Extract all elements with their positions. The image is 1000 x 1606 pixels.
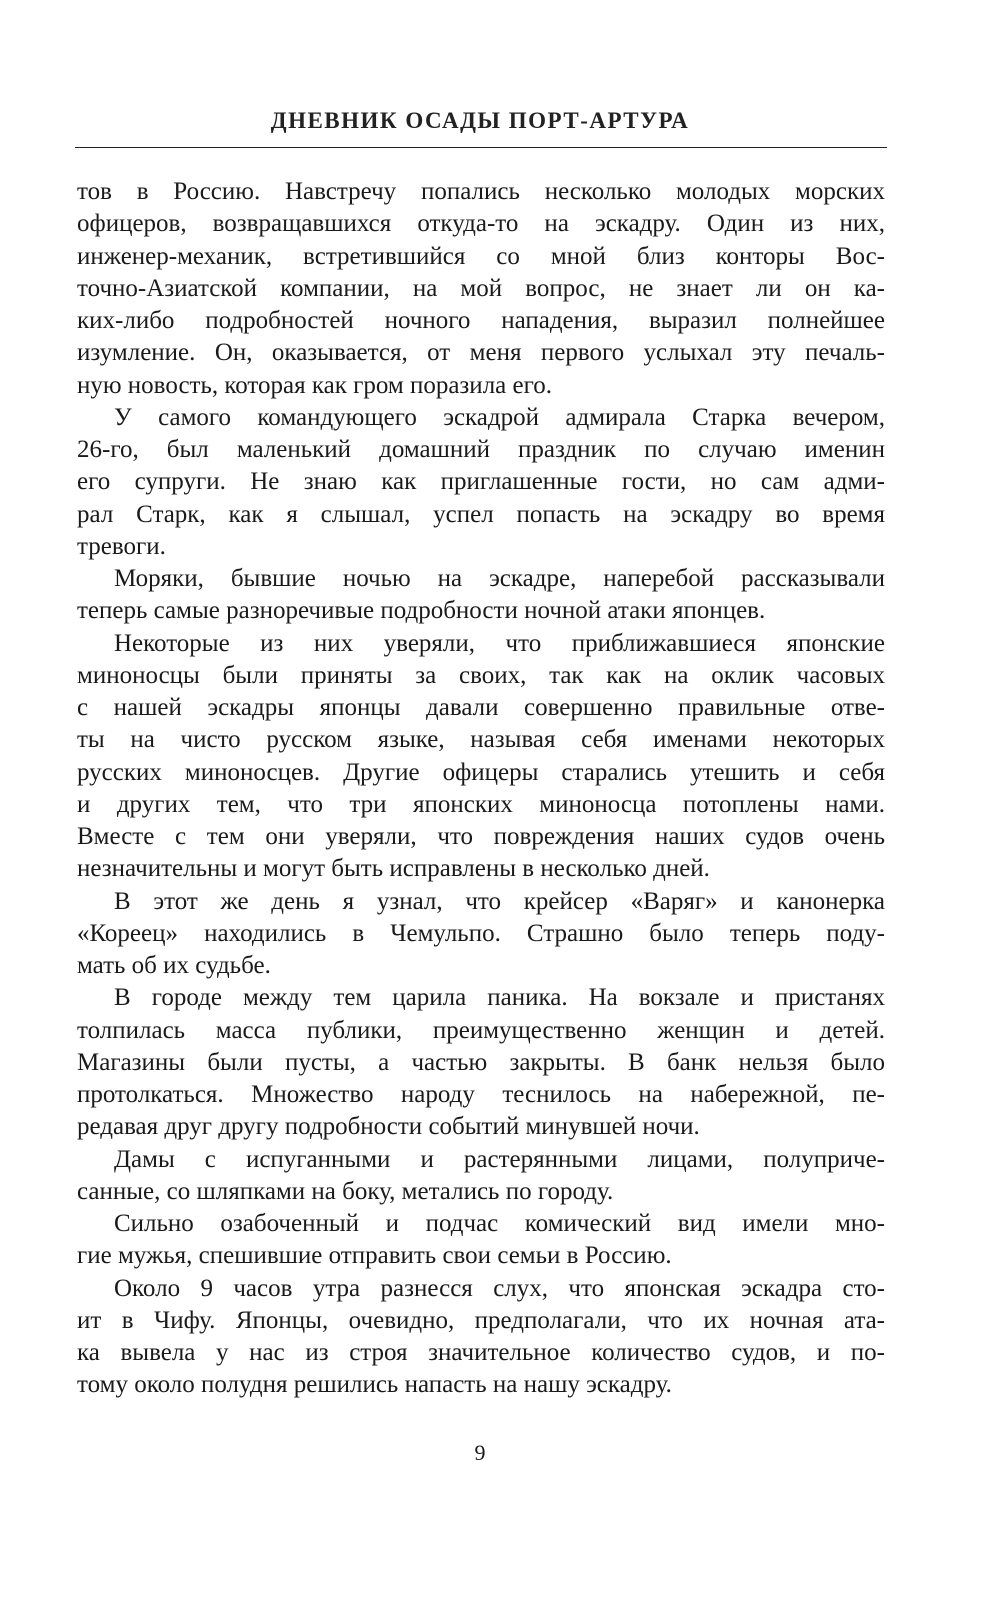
text-line: Сильно озабоченный и подчас комический вид имели мно-: [114, 1210, 885, 1237]
text-line: 26-го, был маленький домашний праздник по случаю именин: [77, 436, 885, 463]
text-line: теперь самые разноречивые подробности ночной атаки японцев.: [77, 597, 766, 625]
page-number: 9: [474, 1440, 486, 1465]
paragraph: [77, 1208, 885, 1273]
text-line: русских миноносцев. Другие офицеры старались утешить и себя: [77, 758, 885, 786]
text-line: с нашей эскадры японцы давали совершенно правильные отве-: [77, 694, 885, 721]
running-title: ДНЕВНИК ОСАДЫ ПОРТ-АРТУРА: [270, 108, 690, 133]
text-line: протолкаться. Множество народу теснилось на набережной, пе-: [77, 1081, 885, 1108]
text-line: рал Старк, как я слышал, успел попасть на эскадру во время: [77, 500, 885, 528]
text-line: инженер-механик, встретившийся со мной близ конторы Вос-: [77, 242, 885, 270]
text-line: Около 9 часов утра разнесся слух, что японская эскадра сто-: [114, 1274, 885, 1302]
text-line: незначительны и могут быть исправлены в несколько дней.: [77, 855, 710, 883]
text-line: «Кореец» находились в Чемульпо. Страшно было теперь поду-: [77, 919, 885, 947]
text-line: Вместе с тем они уверяли, что повреждения наших судов очень: [77, 823, 885, 850]
text-line: мать об их судьбе.: [77, 952, 271, 979]
text-line: офицеров, возвращавшихся откуда-то на эскадру. Один из них,: [77, 210, 885, 238]
text-line: ную новость, которая как гром поразила его.: [77, 371, 552, 399]
text-line: точно-Азиатской компании, на мой вопрос, не знает ли он ка-: [77, 274, 885, 302]
text-line: ких-либо подробностей ночного нападения, выразил полнейшее: [77, 307, 885, 334]
text-line: гие мужья, спешившие отправить свои семьи в Россию.: [77, 1242, 672, 1270]
text-line: Некоторые из них уверяли, что приближавшиеся японские: [114, 629, 885, 657]
paragraph: [77, 1144, 885, 1209]
text-line: В городе между тем царила паника. На вокзале и пристанях: [114, 984, 885, 1012]
text-line: и других тем, что три японских миноносца потоплены нами.: [77, 790, 885, 818]
text-line: санные, со шляпками на боку, метались по городу.: [77, 1177, 614, 1205]
text-line: Моряки, бывшие ночью на эскадре, наперебой рассказывали: [114, 565, 885, 592]
text-line: тому около полудня решились напасть на нашу эскадру.: [77, 1371, 672, 1399]
paragraph: [77, 176, 885, 402]
text-line: миноносцы были приняты за своих, так как на оклик часовых: [77, 661, 885, 689]
text-line: толпилась масса публики, преимущественно женщин и детей.: [77, 1016, 885, 1044]
text-line: ка вывела у нас из строя значительное количество судов, и по-: [77, 1339, 885, 1366]
header-rule: [75, 147, 887, 148]
text-line: Дамы с испуганными и растерянными лицами, полуприче-: [114, 1145, 885, 1173]
text-line: изумление. Он, оказывается, от меня первого услыхал эту печаль-: [77, 339, 885, 367]
paragraph: [77, 402, 885, 563]
text-line: ит в Чифу. Японцы, очевидно, предполагали, что их ночная ата-: [77, 1306, 885, 1334]
text-line: Магазины были пусты, а частью закрыты. В банк нельзя было: [77, 1048, 885, 1076]
body-text: [77, 176, 885, 1402]
text-line: его супруги. Не знаю как приглашенные гости, но сам адми-: [77, 468, 885, 496]
paragraph: [77, 628, 885, 886]
paragraph: [77, 1273, 885, 1402]
text-line: тов в Россию. Навстречу попались несколько молодых морских: [77, 178, 885, 205]
text-line: редавая друг другу подробности событий минувшей ночи.: [77, 1113, 700, 1141]
paragraph: [77, 886, 885, 983]
text-line: У самого командующего эскадрой адмирала Старка вечером,: [114, 403, 885, 431]
text-line: ты на чисто русском языке, называя себя именами некоторых: [77, 726, 885, 754]
paragraph: [77, 982, 885, 1143]
text-line: В этот же день я узнал, что крейсер «Варяг» и канонерка: [114, 887, 885, 915]
text-line: тревоги.: [77, 532, 166, 560]
paragraph: [77, 563, 885, 628]
